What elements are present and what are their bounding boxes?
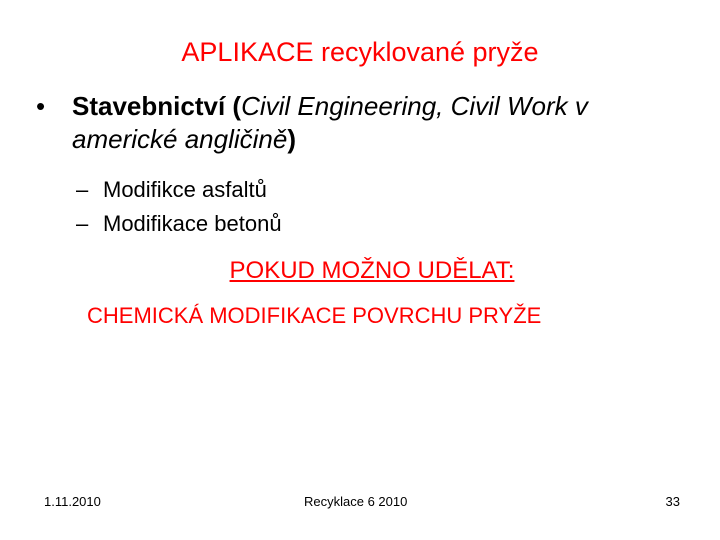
slide-title: APLIKACE recyklované pryže [181, 37, 539, 67]
bullet-text [72, 90, 656, 156]
callout-text: CHEMICKÁ MODIFIKACE POVRCHU PRYŽE [87, 303, 542, 328]
sub-item-text: Modifikce asfaltů [103, 177, 267, 202]
callout-heading-text: POKUD MOŽNO UDĚLAT: [229, 257, 515, 284]
bullet-text-italic: Civil Engineering, Civil Work v americké angličině [72, 91, 588, 154]
footer-center-text: Recyklace 6 2010 [304, 494, 408, 509]
bullet-text-part-1: Stavebnictví ( [72, 91, 242, 121]
sub-item-dash: – [76, 177, 89, 202]
sub-list [76, 173, 282, 241]
page-number: 33 [665, 494, 680, 509]
footer-date: 1.11.2010 [44, 494, 101, 509]
bullet-item [36, 90, 656, 156]
bullet-text-part-2: ) [287, 124, 296, 154]
callout-heading [0, 256, 720, 286]
sub-item [76, 207, 282, 241]
sub-item-text: Modifikace betonů [103, 211, 282, 236]
sub-item [76, 173, 282, 207]
sub-item-dash: – [76, 211, 89, 236]
bullet-marker: • [36, 91, 46, 121]
